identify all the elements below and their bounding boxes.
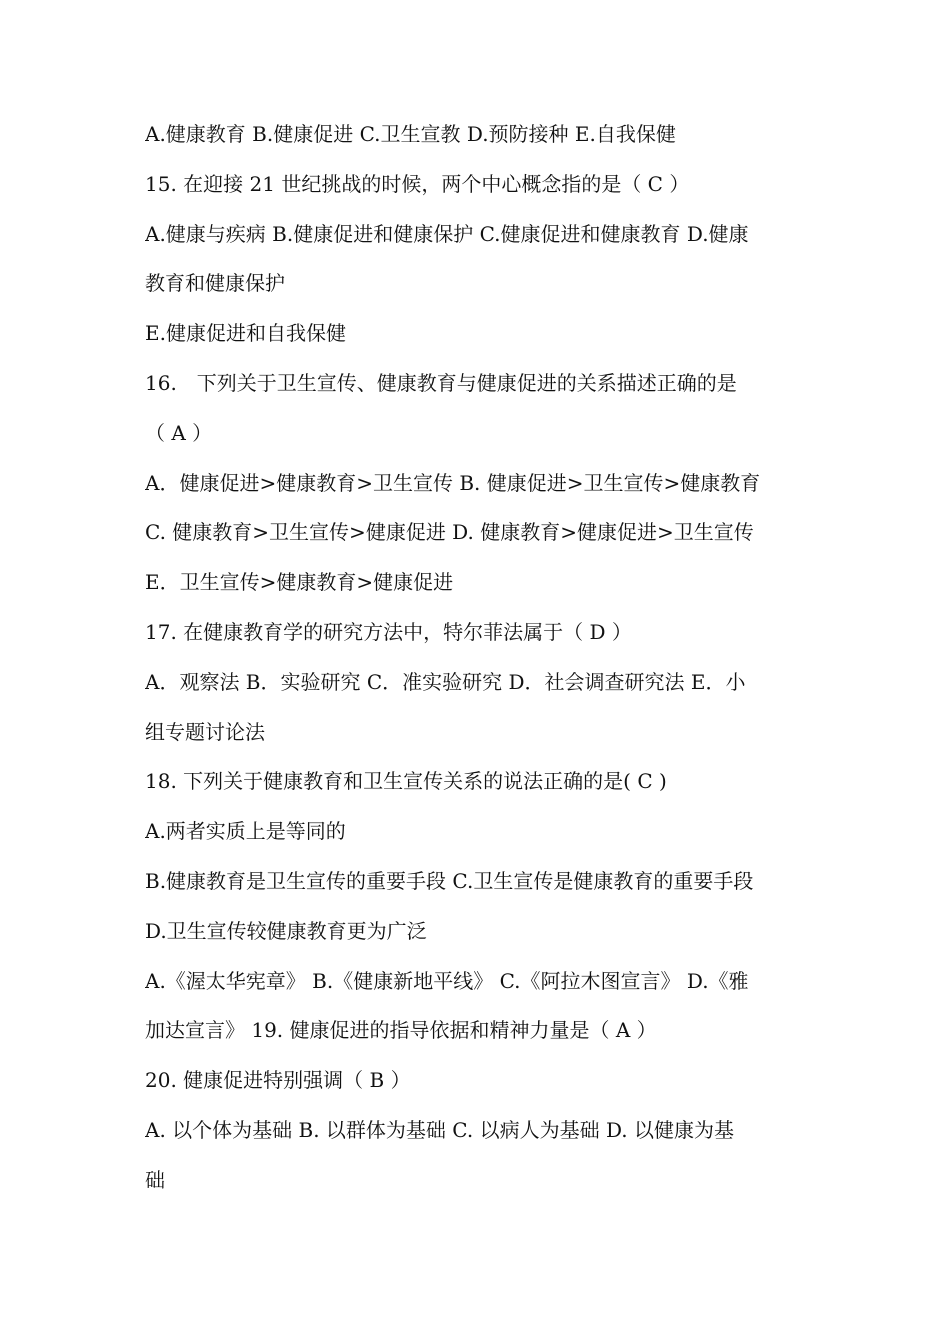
text-line: 础	[145, 1167, 165, 1192]
text-line: 组专题讨论法	[145, 719, 265, 744]
text-line: A.健康与疾病 B.健康促进和健康保护 C.健康促进和健康教育 D.健康	[145, 221, 749, 246]
text-line: A．健康促进>健康教育>卫生宣传 B. 健康促进>卫生宣传>健康教育	[145, 470, 761, 495]
question-16: 16. 下列关于卫生宣传、健康教育与健康促进的关系描述正确的是	[145, 370, 737, 395]
text-line: 教育和健康保护	[145, 271, 285, 296]
text-line: E.健康促进和自我保健	[145, 321, 346, 346]
text-line: D.卫生宣传较健康教育更为广泛	[145, 918, 427, 943]
text-line: C. 健康教育>卫生宣传>健康促进 D. 健康教育>健康促进>卫生宣传	[145, 520, 754, 545]
text-line: A.健康教育 B.健康促进 C.卫生宣教 D.预防接种 E.自我保健	[145, 122, 676, 146]
question-19: 加达宣言》 19. 健康促进的指导依据和精神力量是（ A ）	[145, 1018, 657, 1043]
document-body	[145, 110, 810, 1206]
text-line: B.健康教育是卫生宣传的重要手段 C.卫生宣传是健康教育的重要手段	[145, 868, 754, 893]
text-line: A．观察法 B．实验研究 C．准实验研究 D．社会调查研究法 E．小	[145, 669, 746, 694]
text-line: （ A ）	[145, 420, 213, 445]
text-line: A.两者实质上是等同的	[145, 819, 346, 844]
question-18: 18. 下列关于健康教育和卫生宣传关系的说法正确的是( C )	[145, 769, 667, 794]
question-20: 20. 健康促进特别强调（ B ）	[145, 1068, 411, 1093]
question-15: 15. 在迎接 21 世纪挑战的时候，两个中心概念指的是（ C ）	[145, 171, 690, 196]
question-17: 17. 在健康教育学的研究方法中，特尔菲法属于（ D ）	[145, 619, 632, 644]
text-line: E．卫生宣传>健康教育>健康促进	[145, 570, 454, 595]
text-line: A. 以个体为基础 B. 以群体为基础 C. 以病人为基础 D. 以健康为基	[145, 1117, 734, 1142]
text-line: A.《渥太华宪章》 B.《健康新地平线》 C.《阿拉木图宣言》 D.《雅	[145, 968, 749, 993]
